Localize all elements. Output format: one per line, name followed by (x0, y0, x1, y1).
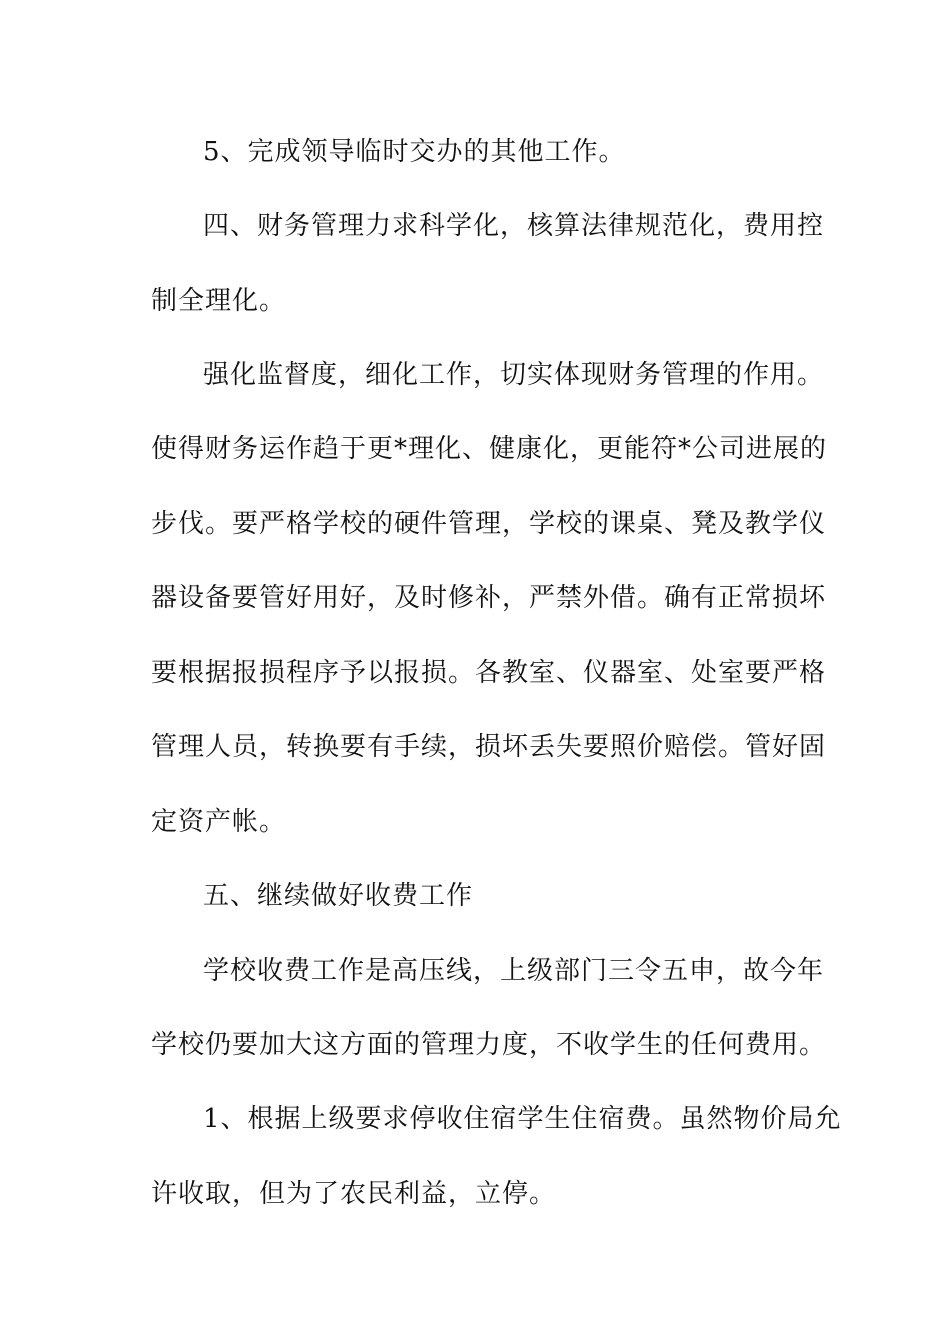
paragraph-line-fees-2: 学校仍要加大这方面的管理力度，不收学生的任何费用。 (151, 1030, 827, 1060)
paragraph-line-finance-7: 定资产帐。 (151, 807, 287, 837)
paragraph-line-finance-1: 强化监督度，细化工作，切实体现财务管理的作用。 (203, 360, 825, 390)
paragraph-line-finance-6: 管理人员，转换要有手续，损坏丢失要照价赔偿。管好固 (151, 732, 827, 762)
paragraph-line-fees-1: 学校收费工作是高压线，上级部门三令五申，故今年 (203, 956, 825, 986)
paragraph-line-finance-5: 要根据报损程序予以报损。各教室、仪器室、处室要严格 (151, 658, 827, 688)
paragraph-line-finance-3: 步伐。要严格学校的硬件管理，学校的课桌、凳及教学仪 (151, 509, 827, 539)
paragraph-line-section-4-heading: 四、财务管理力求科学化，核算法律规范化，费用控 (203, 211, 825, 241)
paragraph-line-item-5: 5、完成领导临时交办的其他工作。 (203, 137, 626, 167)
paragraph-line-item-1: 1、根据上级要求停收住宿学生住宿费。虽然物价局允 (203, 1104, 842, 1134)
paragraph-line-finance-4: 器设备要管好用好，及时修补，严禁外借。确有正常损坏 (151, 583, 827, 613)
paragraph-line-item-1-cont: 许收取，但为了农民利益，立停。 (151, 1179, 557, 1209)
paragraph-line-section-5-heading: 五、继续做好收费工作 (203, 881, 474, 911)
paragraph-line-finance-2: 使得财务运作趋于更*理化、健康化，更能符*公司进展的 (151, 434, 828, 464)
paragraph-line-section-4-heading-cont: 制全理化。 (151, 286, 287, 316)
